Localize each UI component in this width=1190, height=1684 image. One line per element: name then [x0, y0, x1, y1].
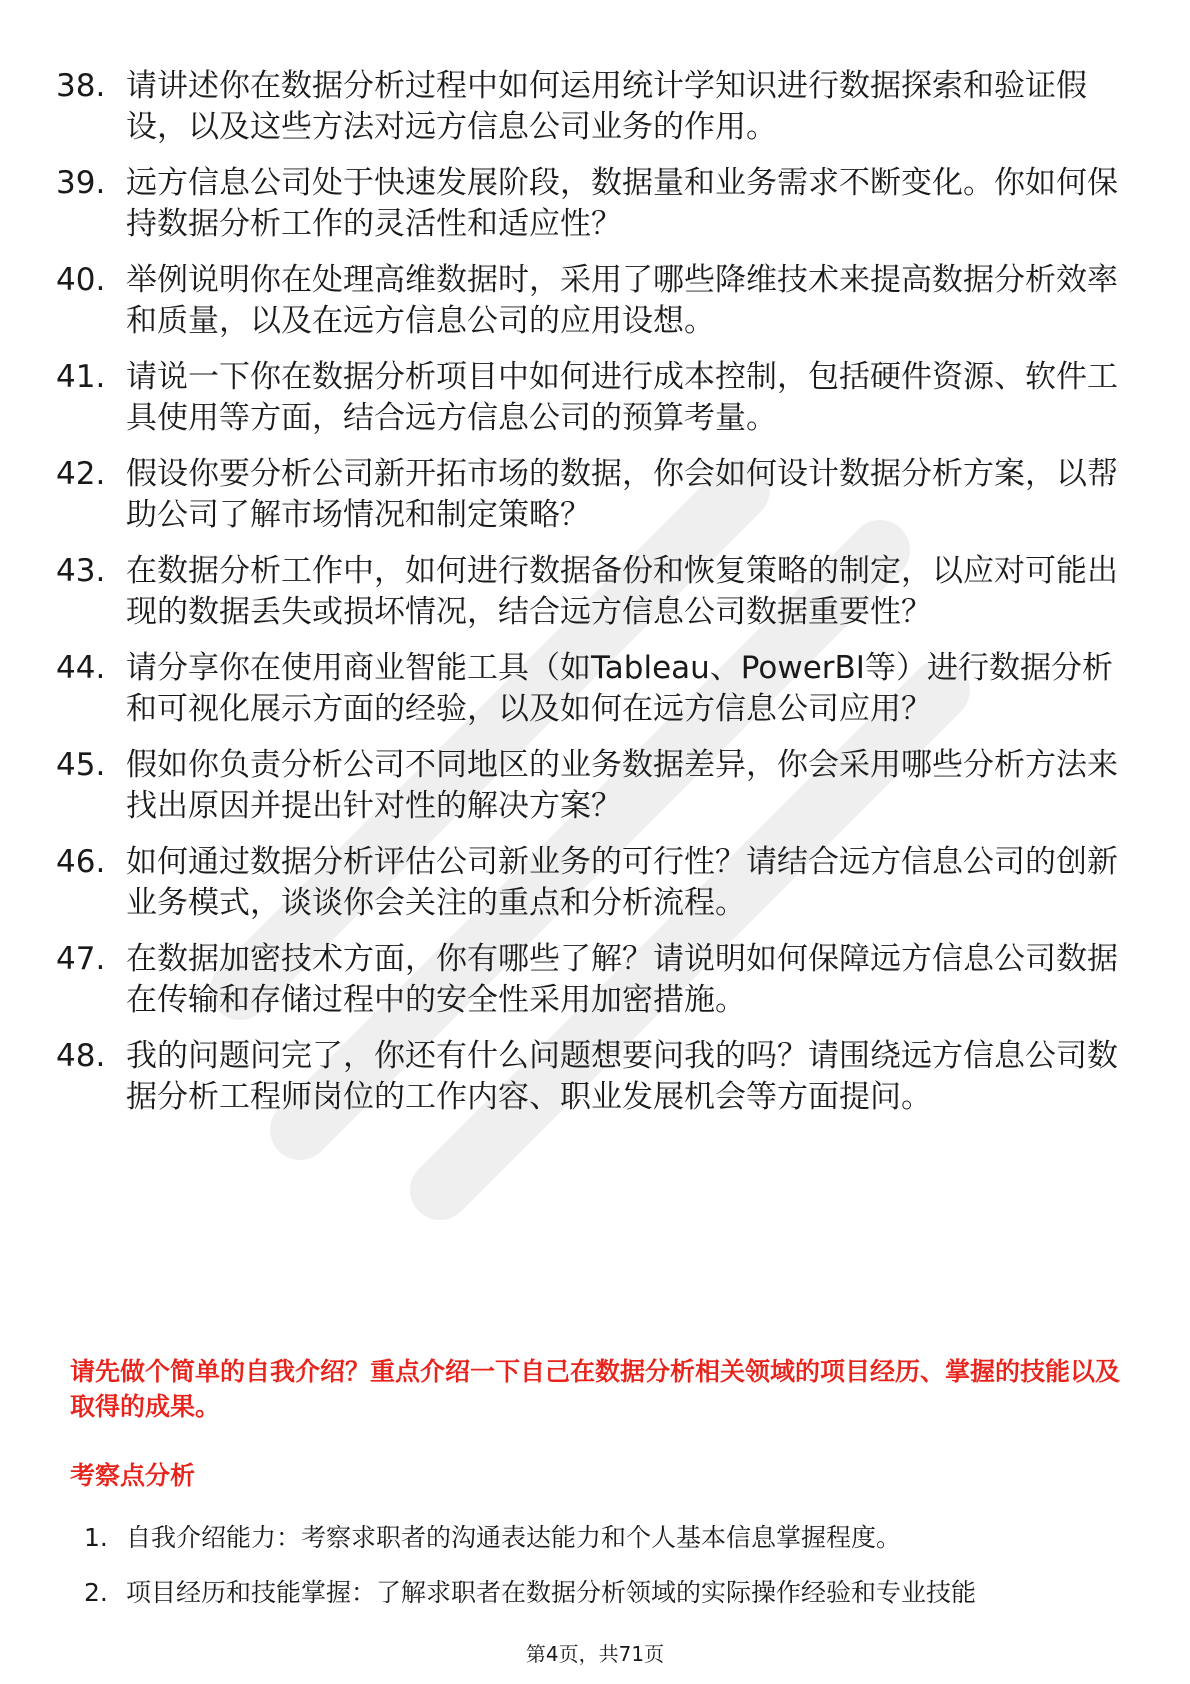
- question-item: [0, 648, 1190, 730]
- question-item: [0, 842, 1190, 924]
- analysis-item: [0, 1575, 1190, 1610]
- highlight-question: 请先做个简单的自我介绍？重点介绍一下自己在数据分析相关领域的项目经历、掌握的技能以及取得的成果。: [70, 1357, 1121, 1421]
- question-text: 如何通过数据分析评估公司新业务的可行性？请结合远方信息公司的创新业务模式，谈谈你会关注的重点和分析流程。: [126, 844, 1118, 921]
- analysis-number: 2.: [84, 1578, 108, 1607]
- question-item: [0, 1036, 1190, 1118]
- question-text: 假设你要分析公司新开拓市场的数据，你会如何设计数据分析方案，以帮助公司了解市场情况和制定策略？: [126, 456, 1118, 533]
- analysis-list: [0, 1520, 1190, 1630]
- analysis-heading: 考察点分析: [70, 1461, 196, 1490]
- analysis-item: [0, 1520, 1190, 1555]
- question-number: 47.: [56, 941, 106, 977]
- question-number: 46.: [56, 844, 106, 880]
- question-number: 41.: [56, 359, 106, 395]
- question-item: [0, 260, 1190, 342]
- question-item: [0, 939, 1190, 1021]
- question-text: 假如你负责分析公司不同地区的业务数据差异，你会采用哪些分析方法来找出原因并提出针对性的解决方案？: [126, 747, 1118, 824]
- question-text: 请讲述你在数据分析过程中如何运用统计学知识进行数据探索和验证假设，以及这些方法对远方信息公司业务的作用。: [126, 68, 1087, 145]
- question-number: 39.: [56, 165, 106, 201]
- analysis-text: 项目经历和技能掌握：了解求职者在数据分析领域的实际操作经验和专业技能: [126, 1578, 977, 1607]
- question-number: 48.: [56, 1038, 106, 1074]
- question-text: 请说一下你在数据分析项目中如何进行成本控制，包括硬件资源、软件工具使用等方面，结合远方信息公司的预算考量。: [126, 359, 1118, 436]
- highlight-section: [70, 1354, 1130, 1493]
- question-text: 在数据分析工作中，如何进行数据备份和恢复策略的制定，以应对可能出现的数据丢失或损坏情况，结合远方信息公司数据重要性？: [126, 553, 1118, 630]
- question-text: 远方信息公司处于快速发展阶段，数据量和业务需求不断变化。你如何保持数据分析工作的灵活性和适应性？: [126, 165, 1118, 242]
- question-item: [0, 551, 1190, 633]
- question-item: [0, 454, 1190, 536]
- question-text: 我的问题问完了，你还有什么问题想要问我的吗？请围绕远方信息公司数据分析工程师岗位的工作内容、职业发展机会等方面提问。: [126, 1038, 1118, 1115]
- question-item: [0, 163, 1190, 245]
- question-number: 38.: [56, 68, 106, 104]
- question-text: 请分享你在使用商业智能工具（如Tableau、PowerBI等）进行数据分析和可视化展示方面的经验，以及如何在远方信息公司应用？: [126, 650, 1113, 727]
- question-number: 45.: [56, 747, 106, 783]
- question-number: 43.: [56, 553, 106, 589]
- analysis-number: 1.: [84, 1523, 108, 1552]
- question-number: 44.: [56, 650, 106, 686]
- question-number: 42.: [56, 456, 106, 492]
- analysis-text: 自我介绍能力：考察求职者的沟通表达能力和个人基本信息掌握程度。: [126, 1523, 902, 1552]
- question-item: [0, 357, 1190, 439]
- question-number: 40.: [56, 262, 106, 298]
- question-item: [0, 745, 1190, 827]
- question-list: [0, 66, 1190, 1133]
- question-text: 在数据加密技术方面，你有哪些了解？请说明如何保障远方信息公司数据在传输和存储过程中的安全性采用加密措施。: [126, 941, 1118, 1018]
- question-item: [0, 66, 1190, 148]
- page-footer: 第4页，共71页: [525, 1642, 665, 1666]
- question-text: 举例说明你在处理高维数据时，采用了哪些降维技术来提高数据分析效率和质量，以及在远方信息公司的应用设想。: [126, 262, 1118, 339]
